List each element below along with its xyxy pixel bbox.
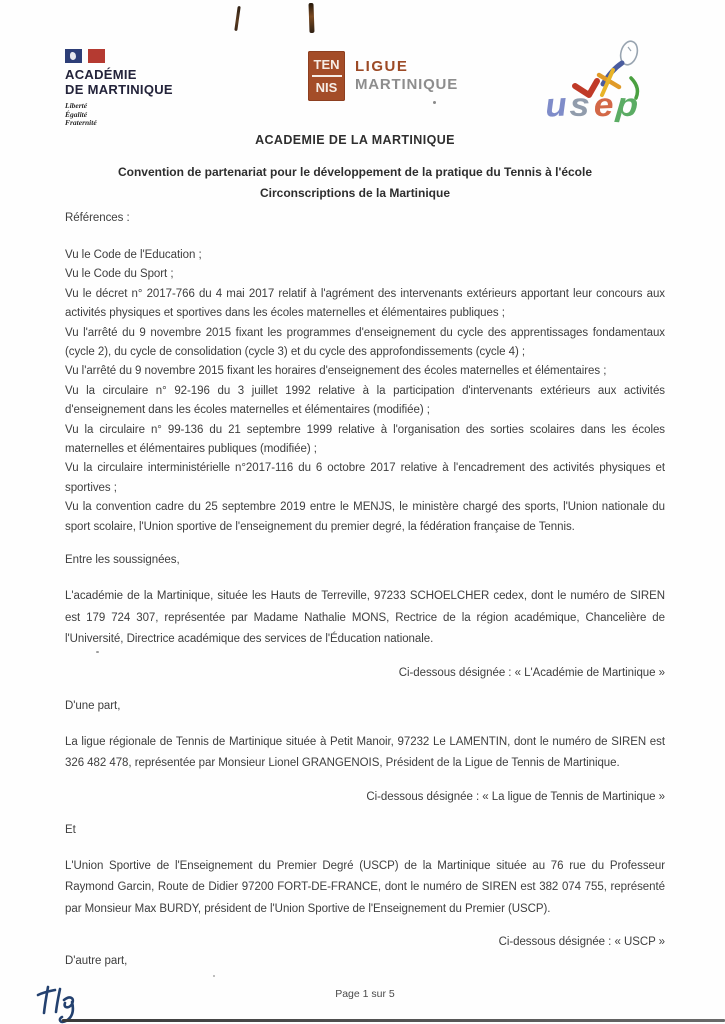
pen-mark-icon <box>308 3 314 33</box>
party2-designation: Ci-dessous désignée : « La ligue de Tennis de Martinique » <box>366 790 665 803</box>
scan-speck <box>433 101 436 104</box>
reference-item: Vu la circulaire n° 92-196 du 3 juillet 1992 relative à la participation d'intervenants extérieurs aux activités d'enseignement dans les écoles maternelles et élémentaires (modifiée) ; <box>65 384 665 417</box>
reference-item: Vu la circulaire interministérielle n°2017-116 du 6 octobre 2017 relative à l'encadrement des activités physiques et sportives ; <box>65 462 665 494</box>
reference-item: Vu le Code de l'Education ; <box>65 249 202 261</box>
party1-paragraph: L'académie de la Martinique, située les Hauts de Terreville, 97233 SCHOELCHER cedex, dont le numéro de SIREN est 179 724 307, représentée par Madame Nathalie MONS, Rectrice de la région académique, Chancelière de l'Université, Directrice académique des services de l'Éducation nationale. <box>65 590 665 646</box>
pen-mark-icon <box>234 6 240 31</box>
usep-wordmark: usep <box>543 85 643 124</box>
party3-paragraph: L'Union Sportive de l'Enseignement du Premier Degré (USCP) de la Martinique située au 76 rue du Professeur Raymond Garcin, Route de Didier 97200 FORT-DE-FRANCE, dont le numéro de SIREN est 382 074 755, représenté par Monsieur Max BURDY, président de l'Union Sportive de l'Enseignement du Premier (USCP). <box>65 859 665 915</box>
document-body <box>65 210 665 971</box>
motto-egalite: Égalité <box>65 109 88 119</box>
reference-item: Vu l'arrêté du 9 novembre 2015 fixant les programmes d'enseignement du cycle des apprentissages fondamentaux (cycle 2), du cycle de consolidation (cycle 3) et du cycle des approfondissements (cycle 4) ; <box>65 326 665 359</box>
tennis-word-martinique: MARTINIQUE <box>355 76 458 93</box>
party3-designation: Ci-dessous désignée : « USCP » <box>498 936 665 949</box>
page-number: Page 1 sur 5 <box>335 988 395 1000</box>
party1-part-line: D'une part, <box>65 699 121 712</box>
french-flag-icon <box>65 48 215 63</box>
connector-line: Et <box>65 823 76 836</box>
handwritten-initials <box>34 983 86 1024</box>
subtitle-line2: Circonscriptions de la Martinique <box>259 186 451 200</box>
document-subtitle <box>65 162 645 204</box>
reference-item: Vu la circulaire n° 99-136 du 21 septembre 1999 relative à l'organisation des sorties scolaires dans les écoles maternelles et élémentaires publiques (modifiée) ; <box>65 423 665 456</box>
motto <box>65 102 215 128</box>
academie-name-line1: ACADÉMIE <box>65 67 137 82</box>
party3-part-line: D'autre part, <box>65 955 128 968</box>
tennis-box-bottom: NIS <box>315 80 338 95</box>
scan-speck <box>213 975 215 977</box>
document-title: ACADEMIE DE LA MARTINIQUE <box>255 133 455 147</box>
reference-item: Vu le décret n° 2017-766 du 4 mai 2017 relatif à l'agrément des intervenants extérieurs apportant leur concours aux activités physiques et sportives dans les écoles maternelles et élémentaires publiques ; <box>65 287 665 320</box>
academie-name-line2: DE MARTINIQUE <box>65 82 173 97</box>
references-heading: Références : <box>65 212 130 224</box>
usep-logo <box>543 38 667 128</box>
scan-edge-line <box>62 1019 725 1022</box>
ligue-tennis-martinique-logo <box>308 51 458 101</box>
tennis-net-icon <box>308 51 345 101</box>
motto-fraternite: Fraternité <box>65 118 97 127</box>
tennis-box-top: TEN <box>312 57 342 77</box>
party1-designation: Ci-dessous désignée : « L'Académie de Martinique » <box>398 666 665 679</box>
academie-martinique-logo <box>65 48 215 128</box>
reference-item: Vu l'arrêté du 9 novembre 2015 fixant les horaires d'enseignement des écoles maternelles et élémentaires ; <box>65 365 607 378</box>
tennis-word-ligue: LIGUE <box>355 58 409 75</box>
intro-line: Entre les soussignées, <box>65 554 180 567</box>
subtitle-line1: Convention de partenariat pour le développement de la pratique du Tennis à l'école <box>117 165 593 179</box>
references-list <box>65 246 665 537</box>
reference-item: Vu la convention cadre du 25 septembre 2019 entre le MENJS, le ministère chargé des sports, l'Union nationale du sport scolaire, l'Union sportive de l'enseignement du premier degré, la fédération française de Tennis. <box>65 501 665 533</box>
party2-paragraph: La ligue régionale de Tennis de Martinique située à Petit Manoir, 97232 Le LAMENTIN, dont le numéro de SIREN est 326 482 478, représentée par Monsieur Lionel GRANGENOIS, Président de la Ligue de Tennis de Martinique. <box>65 735 665 770</box>
motto-liberte: Liberté <box>65 101 88 110</box>
reference-item: Vu le Code du Sport ; <box>65 268 174 281</box>
